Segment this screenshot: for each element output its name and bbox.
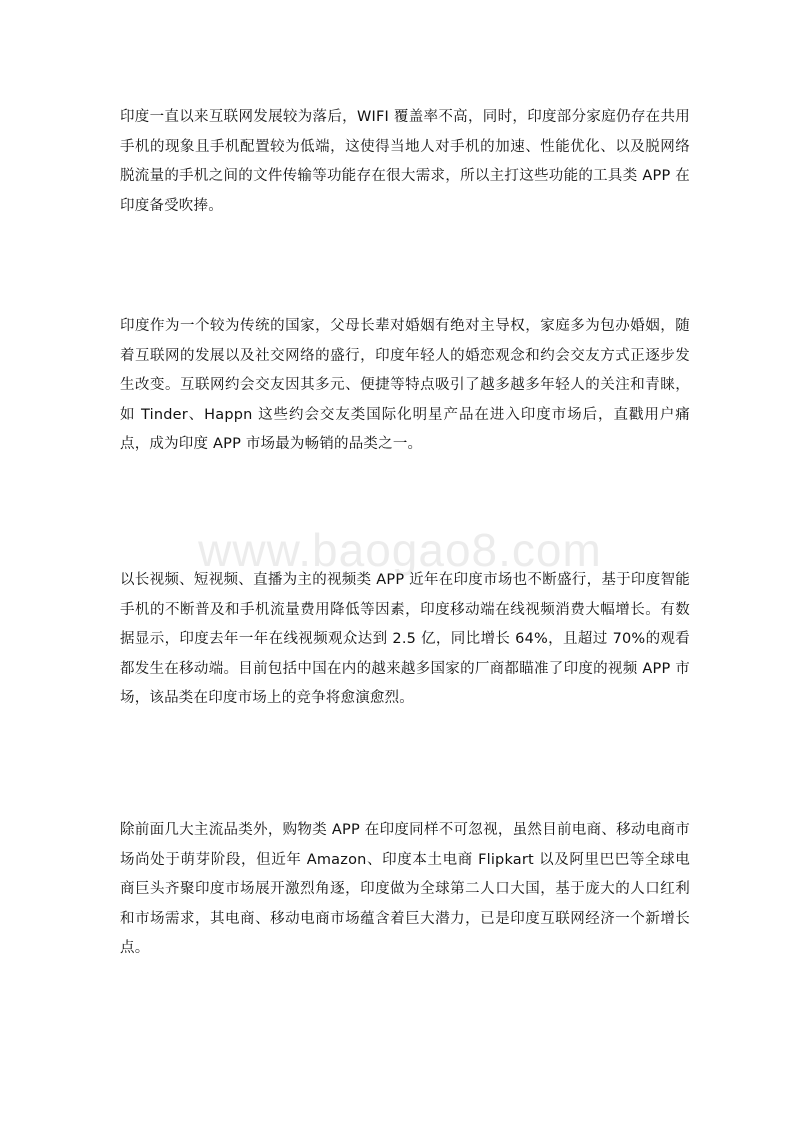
watermark: www.baogao8.com [198, 524, 602, 576]
paragraph-tool-apps: 印度一直以来互联网发展较为落后，WIFI 覆盖率不高，同时，印度部分家庭仍存在共用手机的现象且手机配置较为低端，这使得当地人对手机的加速、性能优化、以及脱网络脱流量的手机之间的文件传输等功能存在很大需求，所以主打这些功能的工具类 APP 在印度备受吹捧。 [120, 109, 690, 214]
paragraph-shopping-apps: 除前面几大主流品类外，购物类 APP 在印度同样不可忽视，虽然目前电商、移动电商市场尚处于萌芽阶段，但近年 Amazon、印度本土电商 Flipkart 以及阿里巴巴等全球电商巨头齐聚印度市场展开激烈角逐，印度做为全球第二人口大国，基于庞大的人口红利和市场需求，其电商、移动电商市场蕴含着巨大潜力，已是印度互联网经济一个新增长点。 [120, 822, 690, 956]
paragraph-dating-apps: 印度作为一个较为传统的国家，父母长辈对婚姻有绝对主导权，家庭多为包办婚姻，随着互联网的发展以及社交网络的盛行，印度年轻人的婚恋观念和约会交友方式正逐步发生改变。互联网约会交友因其多元、便捷等特点吸引了越多越多年轻人的关注和青睐，如 Tinder、Happn 这些约会交友类国际化明星产品在进入印度市场后，直戳用户痛点，成为印度 APP 市场最为畅销的品类之一。 [120, 318, 690, 452]
paragraph-video-apps: 以长视频、短视频、直播为主的视频类 APP 近年在印度市场也不断盛行，基于印度智能手机的不断普及和手机流量费用降低等因素，印度移动端在线视频消费大幅增长。有数据显示，印度去年一年在线视频观众达到 2.5 亿，同比增长 64%，且超过 70%的观看都发生在移动端。目前包括中国在内的越来越多国家的厂商都瞄准了印度的视频 APP 市场，该品类在印度市场上的竞争将愈演愈烈。 [120, 572, 690, 706]
